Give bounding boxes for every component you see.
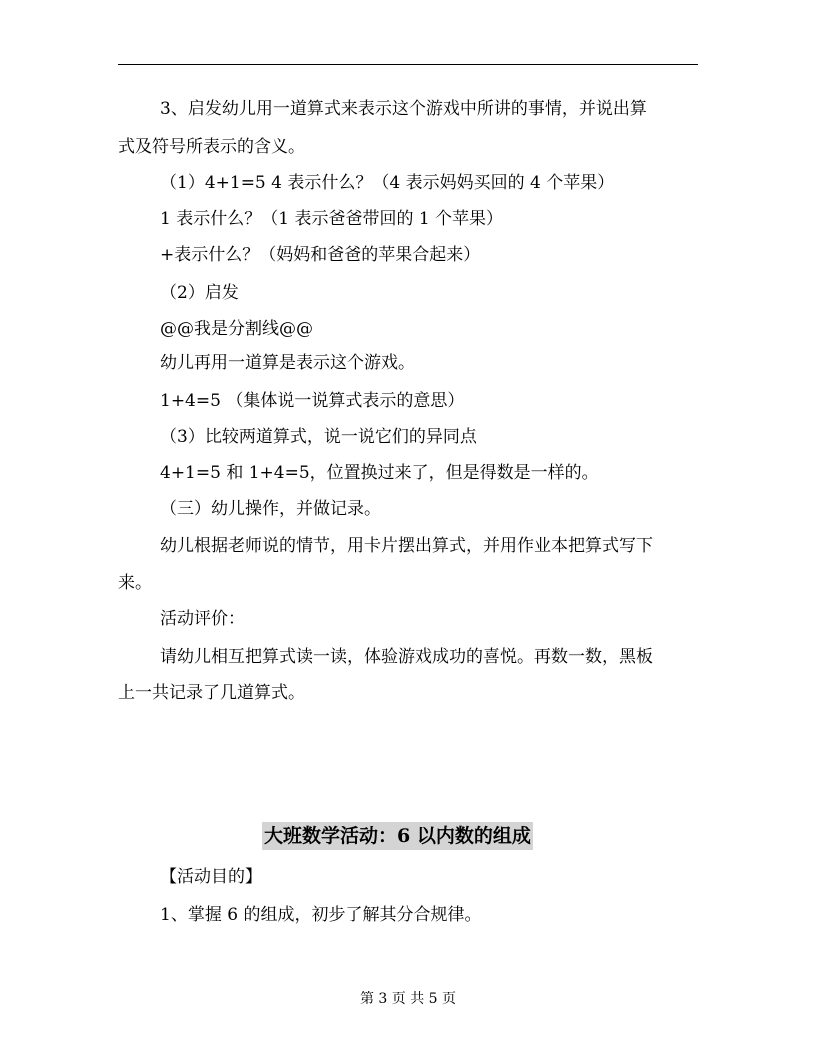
paragraph-line: +表示什么？（妈妈和爸爸的苹果合起来） (160, 245, 481, 265)
paragraph-line: 3、启发幼儿用一道算式来表示这个游戏中所讲的事情，并说出算 (160, 99, 647, 119)
header-rule (118, 64, 698, 65)
paragraph-line: @@我是分割线@@ (160, 319, 313, 339)
paragraph-line: （3）比较两道算式，说一说它们的异同点 (160, 427, 477, 447)
paragraph-line: 幼儿根据老师说的情节，用卡片摆出算式，并用作业本把算式写下 (160, 536, 653, 556)
paragraph-line: 幼儿再用一道算是表示这个游戏。 (160, 353, 415, 373)
paragraph-line: 活动评价： (160, 609, 245, 629)
goal-heading: 【活动目的】 (160, 867, 262, 887)
goal-item: 1、掌握 6 的组成，初步了解其分合规律。 (160, 905, 482, 925)
page-number: 第 3 页 共 5 页 (359, 991, 457, 1007)
paragraph-line: 来。 (118, 573, 152, 593)
paragraph-line: 1 表示什么？（1 表示爸爸带回的 1 个苹果） (160, 209, 504, 229)
section-title-wrap (262, 822, 533, 850)
paragraph-line: （三）幼儿操作，并做记录。 (160, 499, 381, 519)
section-title: 大班数学活动：6 以内数的组成 (262, 822, 533, 850)
paragraph-line: 请幼儿相互把算式读一读，体验游戏成功的喜悦。再数一数，黑板 (160, 647, 653, 667)
paragraph-line: 上一共记录了几道算式。 (118, 683, 305, 703)
paragraph-line: 4+1=5 和 1+4=5，位置换过来了，但是得数是一样的。 (160, 463, 599, 483)
paragraph-line: 1+4=5 （集体说一说算式表示的意思） (160, 391, 465, 411)
paragraph-line: 式及符号所表示的含义。 (118, 137, 305, 157)
paragraph-line: （1）4+1=5 4 表示什么？（4 表示妈妈买回的 4 个苹果） (160, 173, 615, 193)
paragraph-line: （2）启发 (160, 283, 239, 303)
